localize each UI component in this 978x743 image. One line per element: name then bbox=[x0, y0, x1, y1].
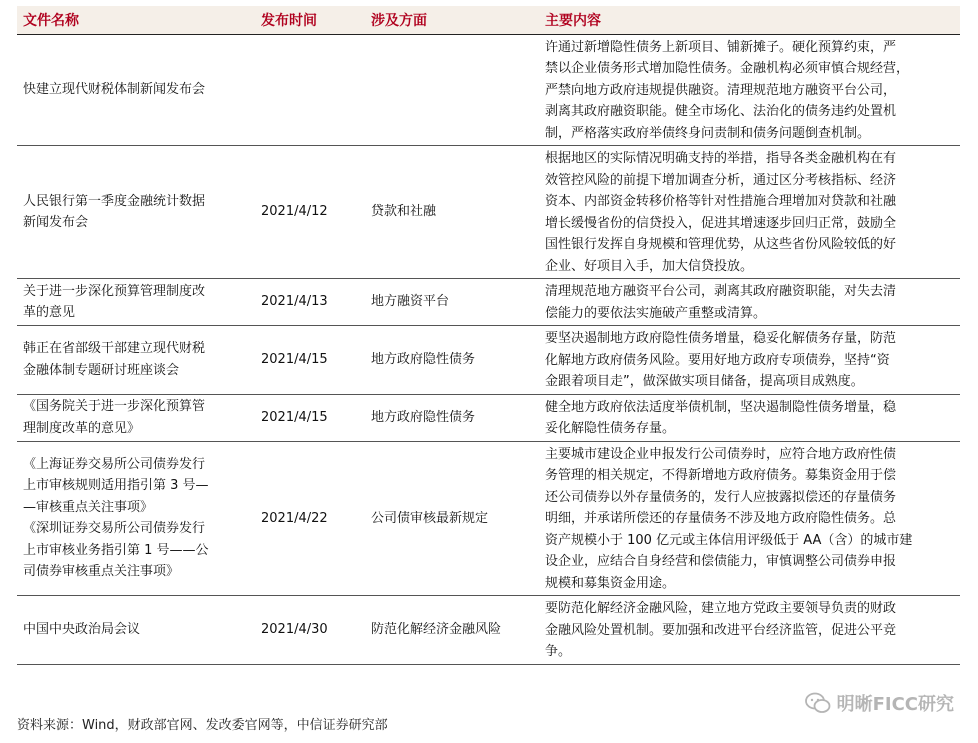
table-row bbox=[17, 596, 960, 665]
cell-name-line: 《国务院关于进一步深化预算管 bbox=[23, 399, 206, 414]
table-row bbox=[17, 441, 960, 596]
cell-name-line: 司债券审核重点关注事项》 bbox=[23, 564, 180, 580]
cell-aspect: 地方政府隐性债务 bbox=[365, 394, 539, 441]
cell-name-line: 韩正在省部级干部建立现代财税 bbox=[23, 341, 206, 357]
cell-name-line: 革的意见 bbox=[23, 305, 76, 320]
table-row bbox=[17, 326, 960, 395]
cell-content-line: 清理规范地方融资平台公司，剥离其政府融资职能，对失去清 bbox=[545, 284, 897, 299]
cell-content-line: 根据地区的实际情况明确支持的举措，指导各类金融机构在有 bbox=[545, 151, 897, 166]
cell-name bbox=[17, 279, 255, 326]
cell-name bbox=[17, 394, 255, 441]
cell-date bbox=[255, 34, 365, 146]
cell-content-line: 增长缓慢省份的信贷投入，促进其增速逐步回归正常，鼓励全 bbox=[545, 215, 897, 231]
cell-aspect: 公司债审核最新规定 bbox=[365, 441, 539, 596]
cell-name-line: 《深圳证券交易所公司债券发行 bbox=[23, 521, 206, 537]
cell-content-line: 资产规模小于 100 亿元或主体信用评级低于 AA（含）的城市建 bbox=[545, 532, 913, 548]
table-body bbox=[17, 34, 960, 664]
cell-content bbox=[539, 596, 960, 665]
policy-table bbox=[17, 6, 960, 665]
cell-date: 2021/4/15 bbox=[255, 394, 365, 441]
cell-aspect: 防范化解经济金融风险 bbox=[365, 596, 539, 665]
cell-aspect: 贷款和社融 bbox=[365, 146, 539, 279]
cell-content-line: 化解地方政府债务风险。要用好地方政府专项债券，坚持“资 bbox=[545, 352, 890, 368]
cell-date: 2021/4/22 bbox=[255, 441, 365, 596]
cell-name-line: —审核重点关注事项》 bbox=[23, 499, 154, 515]
cell-content-line: 要防范化解经济金融风险，建立地方党政主要领导负责的财政 bbox=[545, 601, 897, 616]
cell-content-line: 禁以企业债务形式增加隐性债务。金融机构必须审慎合规经营， bbox=[545, 61, 910, 76]
cell-name-line: 人民银行第一季度金融统计数据 bbox=[23, 193, 206, 209]
cell-content-line: 主要城市建设企业申报发行公司债券时，应符合地方政府性债 bbox=[545, 446, 897, 462]
cell-content-line: 金跟着项目走”，做深做实项目储备，提高项目成熟度。 bbox=[545, 374, 864, 389]
cell-date: 2021/4/30 bbox=[255, 596, 365, 665]
cell-name-line: 中国中央政治局会议 bbox=[23, 622, 141, 637]
header-name: 文件名称 bbox=[17, 6, 255, 34]
cell-content-line: 资本、内部资金转移价格等针对性措施合理增加对贷款和社融 bbox=[545, 194, 897, 209]
cell-content-line: 规模和募集资金用途。 bbox=[545, 575, 676, 591]
table-header-row bbox=[17, 6, 960, 34]
cell-content bbox=[539, 279, 960, 326]
cell-name-line: 上市审核业务指引第 1 号——公 bbox=[23, 542, 209, 558]
cell-content bbox=[539, 34, 960, 146]
cell-aspect: 地方政府隐性债务 bbox=[365, 326, 539, 395]
cell-content-line: 偿能力的要依法实施破产重整或清算。 bbox=[545, 305, 767, 321]
header-content: 主要内容 bbox=[539, 6, 960, 34]
cell-name-line: 上市审核规则适用指引第 3 号— bbox=[23, 478, 209, 494]
header-date: 发布时间 bbox=[255, 6, 365, 34]
cell-name-line: 理制度改革的意见》 bbox=[23, 420, 141, 436]
cell-content-line: 妥化解隐性债务存量。 bbox=[545, 421, 676, 436]
table-row bbox=[17, 394, 960, 441]
cell-content-line: 剥离其政府融资职能。健全市场化、法治化的债务违约处置机 bbox=[545, 104, 897, 119]
cell-content-line: 设企业，应结合自身经营和偿债能力，审慎调整公司债券申报 bbox=[545, 554, 897, 569]
cell-content-line: 许通过新增隐性债务上新项目、铺新摊子。硬化预算约束，严 bbox=[545, 39, 897, 55]
cell-content-line: 制，严格落实政府举债终身问责制和债务问题倒查机制。 bbox=[545, 125, 871, 141]
cell-content-line: 要坚决遏制地方政府隐性债务增量，稳妥化解债务存量，防范 bbox=[545, 331, 897, 346]
cell-content-line: 务管理的相关规定，不得新增地方政府债务。募集资金用于偿 bbox=[545, 468, 897, 483]
cell-name-line: 新闻发布会 bbox=[23, 215, 89, 230]
cell-content bbox=[539, 394, 960, 441]
cell-content-line: 效管控风险的前提下增加调查分析，通过区分考核指标、经济 bbox=[545, 172, 897, 188]
cell-name bbox=[17, 596, 255, 665]
watermark-text: 明晰FICC研究 bbox=[836, 694, 954, 715]
cell-content-line: 明细，并承诺所偿还的存量债务不涉及地方政府隐性债务。总 bbox=[545, 511, 897, 526]
cell-date: 2021/4/13 bbox=[255, 279, 365, 326]
wechat-icon bbox=[805, 692, 831, 714]
cell-name-line: 《上海证券交易所公司债券发行 bbox=[23, 456, 206, 472]
cell-date: 2021/4/12 bbox=[255, 146, 365, 279]
cell-aspect: 地方融资平台 bbox=[365, 279, 539, 326]
table-row bbox=[17, 279, 960, 326]
cell-date: 2021/4/15 bbox=[255, 326, 365, 395]
table-row bbox=[17, 34, 960, 146]
cell-name-line: 关于进一步深化预算管理制度改 bbox=[23, 283, 206, 299]
cell-content bbox=[539, 326, 960, 395]
cell-name-line: 金融体制专题研讨班座谈会 bbox=[23, 362, 180, 378]
document bbox=[17, 6, 960, 665]
header-aspect: 涉及方面 bbox=[365, 6, 539, 34]
cell-content-line: 还公司债券以外存量债务的，发行人应披露拟偿还的存量债务 bbox=[545, 489, 897, 505]
table-row bbox=[17, 146, 960, 279]
cell-name bbox=[17, 441, 255, 596]
cell-content bbox=[539, 441, 960, 596]
source-note: 资料来源：Wind，财政部官网、发改委官网等，中信证券研究部 bbox=[17, 718, 388, 733]
cell-content-line: 国性银行发挥自身规模和管理优势，从这些省份风险较低的好 bbox=[545, 237, 897, 252]
cell-name bbox=[17, 34, 255, 146]
cell-content-line: 金融风险处置机制。要加强和改进平台经济监管，促进公平竞 bbox=[545, 622, 897, 638]
cell-content-line: 严禁向地方政府违规提供融资。清理规范地方融资平台公司， bbox=[545, 82, 897, 98]
cell-name-line: 快建立现代财税体制新闻发布会 bbox=[23, 82, 206, 97]
watermark bbox=[805, 690, 954, 716]
cell-aspect bbox=[365, 34, 539, 146]
cell-content bbox=[539, 146, 960, 279]
cell-content-line: 争。 bbox=[545, 644, 572, 659]
cell-content-line: 企业、好项目入手，加大信贷投放。 bbox=[545, 258, 754, 274]
cell-name bbox=[17, 326, 255, 395]
cell-name bbox=[17, 146, 255, 279]
cell-content-line: 健全地方政府依法适度举债机制，坚决遏制隐性债务增量，稳 bbox=[545, 399, 897, 415]
